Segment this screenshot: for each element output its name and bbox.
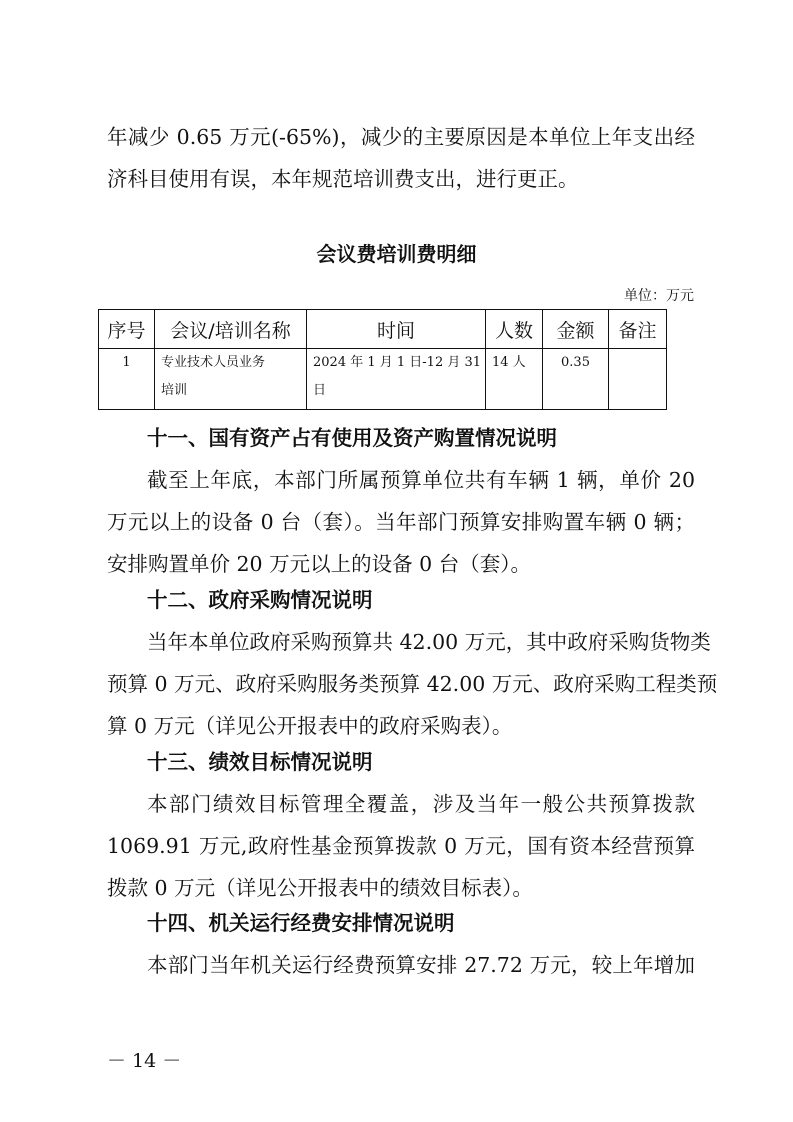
row-people: 14 人 <box>486 349 543 410</box>
page-number: － 14 － <box>107 1050 182 1072</box>
header-cell: 序号 <box>99 310 155 349</box>
paragraph-line: 万元以上的设备 0 台（套）。当年部门预算安排购置车辆 0 辆； <box>107 510 695 534</box>
section-heading: 十一、国有资产占有使用及资产购置情况说明 <box>147 426 557 450</box>
table-title: 会议费培训费明细 <box>316 242 477 266</box>
paragraph-line: 预算 0 万元、政府采购服务类预算 42.00 万元、政府采购工程类预 <box>107 672 718 696</box>
table-row <box>99 349 667 410</box>
header-cell: 会议/培训名称 <box>155 310 307 349</box>
table-header-row <box>99 310 667 349</box>
row-amount: 0.35 <box>543 349 609 410</box>
paragraph-line: 本部门当年机关运行经费预算安排 27.72 万元，较上年增加 <box>147 953 695 977</box>
paragraph-line: 算 0 万元（详见公开报表中的政府采购表）。 <box>107 714 513 738</box>
header-cell: 金额 <box>543 310 609 349</box>
paragraph-line: 安排购置单价 20 万元以上的设备 0 台（套）。 <box>107 552 531 576</box>
row-number: 1 <box>99 349 155 410</box>
paragraph-line: 1069.91 万元,政府性基金预算拨款 0 万元，国有资本经营预算 <box>107 834 695 858</box>
unit-label: 单位：万元 <box>624 288 694 304</box>
expense-table <box>98 309 667 410</box>
section-heading: 十二、政府采购情况说明 <box>147 588 373 612</box>
section-heading: 十三、绩效目标情况说明 <box>147 750 373 774</box>
header-cell: 人数 <box>486 310 543 349</box>
paragraph-line: 当年本单位政府采购预算共 42.00 万元，其中政府采购货物类 <box>147 630 711 654</box>
header-cell: 备注 <box>609 310 667 349</box>
paragraph-line: 本部门绩效目标管理全覆盖，涉及当年一般公共预算拨款 <box>147 792 695 816</box>
row-time <box>307 349 486 410</box>
row-time-line: 日 <box>313 383 327 398</box>
paragraph-line: 年减少 0.65 万元(-65%)，减少的主要原因是本单位上年支出经 <box>107 125 695 149</box>
paragraph-line: 济科目使用有误，本年规范培训费支出，进行更正。 <box>107 167 579 191</box>
paragraph-line: 截至上年底，本部门所属预算单位共有车辆 1 辆，单价 20 <box>147 468 695 492</box>
row-name-line: 专业技术人员业务 <box>161 355 266 370</box>
section-heading: 十四、机关运行经费安排情况说明 <box>147 911 455 935</box>
row-name <box>155 349 307 410</box>
row-time-line: 2024 年 1 月 1 日-12 月 31 <box>313 355 482 370</box>
paragraph-line: 拨款 0 万元（详见公开报表中的绩效目标表）。 <box>107 876 533 900</box>
header-cell: 时间 <box>307 310 486 349</box>
row-name-line: 培训 <box>161 383 188 398</box>
row-note <box>609 349 667 410</box>
